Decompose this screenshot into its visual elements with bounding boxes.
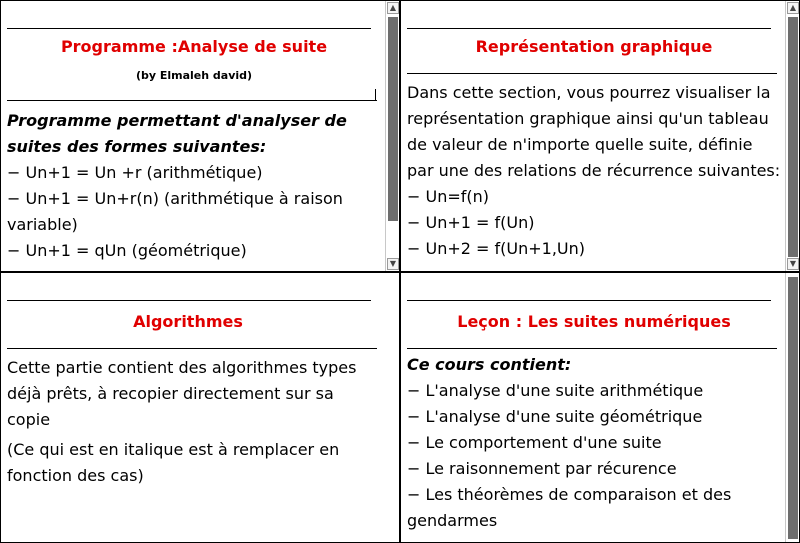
- list-item: − Un+2 = f(Un+1,Un): [407, 239, 585, 258]
- vertical-scrollbar[interactable]: [385, 1, 399, 271]
- intro-text: Dans cette section, vous pourrez visualiser la représentation graphique ainsi qu'un tableau de valeur de n'importe quelle suite, définie par une des relations de récurrence suivantes:: [407, 83, 781, 180]
- pane-program-analysis[interactable]: [1, 1, 399, 271]
- pane-lesson-sequences[interactable]: [401, 273, 799, 542]
- scroll-thumb[interactable]: [388, 17, 398, 221]
- pane-content[interactable]: [405, 1, 783, 271]
- text-cursor: [375, 89, 376, 101]
- scroll-up-arrow-icon[interactable]: ▲: [787, 2, 799, 14]
- pane-graphic-representation[interactable]: [401, 1, 799, 271]
- top-rule: [407, 28, 771, 29]
- top-rule: [407, 300, 771, 301]
- pane-body[interactable]: [7, 355, 381, 489]
- list-item: − L'analyse d'une suite arithmétique: [407, 381, 704, 400]
- pane-content[interactable]: [5, 273, 395, 542]
- pane-title: Programme :Analyse de suite: [60, 37, 328, 56]
- intro-text: Programme permettant d'analyser de suites des formes suivantes:: [7, 111, 347, 156]
- scroll-down-arrow-icon[interactable]: ▼: [387, 258, 399, 270]
- separator-rule: [7, 348, 377, 349]
- pane-title: Leçon : Les suites numériques: [457, 312, 731, 331]
- pane-content[interactable]: [405, 273, 783, 542]
- pane-subtitle: (by Elmaleh david): [135, 69, 253, 82]
- list-item: − Un+1 = qUn (géométrique): [7, 241, 247, 260]
- separator-rule: [7, 100, 377, 101]
- list-item: − Un+1 = Un+r(n) (arithmétique à raison variable): [7, 189, 343, 234]
- pane-body[interactable]: [7, 108, 383, 264]
- list-item: − Un=f(n): [407, 187, 490, 206]
- list-item: − Les théorèmes de comparaison et des gendarmes: [407, 485, 732, 530]
- list-item: − L'analyse d'une suite géométrique: [407, 407, 703, 426]
- scroll-up-arrow-icon[interactable]: ▲: [387, 2, 399, 14]
- scroll-thumb[interactable]: [788, 17, 798, 257]
- pane-content[interactable]: [5, 1, 383, 271]
- top-rule: [7, 300, 371, 301]
- pane-body[interactable]: [407, 80, 783, 262]
- list-item: − Un+1 = Un +r (arithmétique): [7, 163, 263, 182]
- pane-title: Représentation graphique: [475, 37, 713, 56]
- list-item: − Le raisonnement par récurence: [407, 459, 677, 478]
- separator-rule: [407, 73, 777, 74]
- scroll-thumb[interactable]: [788, 277, 798, 539]
- list-item: − Un+1 = f(Un): [407, 213, 535, 232]
- paragraph-text: (Ce qui est en italique est à remplacer en fonction des cas): [7, 440, 340, 485]
- list-item: − Le comportement d'une suite: [407, 433, 662, 452]
- scroll-down-arrow-icon[interactable]: ▼: [787, 258, 799, 270]
- vertical-scrollbar[interactable]: [785, 1, 799, 271]
- pane-algorithms[interactable]: [1, 273, 399, 542]
- separator-rule: [407, 348, 777, 349]
- vertical-scrollbar[interactable]: [785, 273, 799, 542]
- intro-text: Ce cours contient:: [407, 355, 572, 374]
- pane-body[interactable]: [407, 352, 783, 534]
- top-rule: [7, 28, 371, 29]
- paragraph-text: Cette partie contient des algorithmes types déjà prêts, à recopier directement sur sa copie: [7, 358, 357, 429]
- pane-title: Algorithmes: [133, 312, 243, 331]
